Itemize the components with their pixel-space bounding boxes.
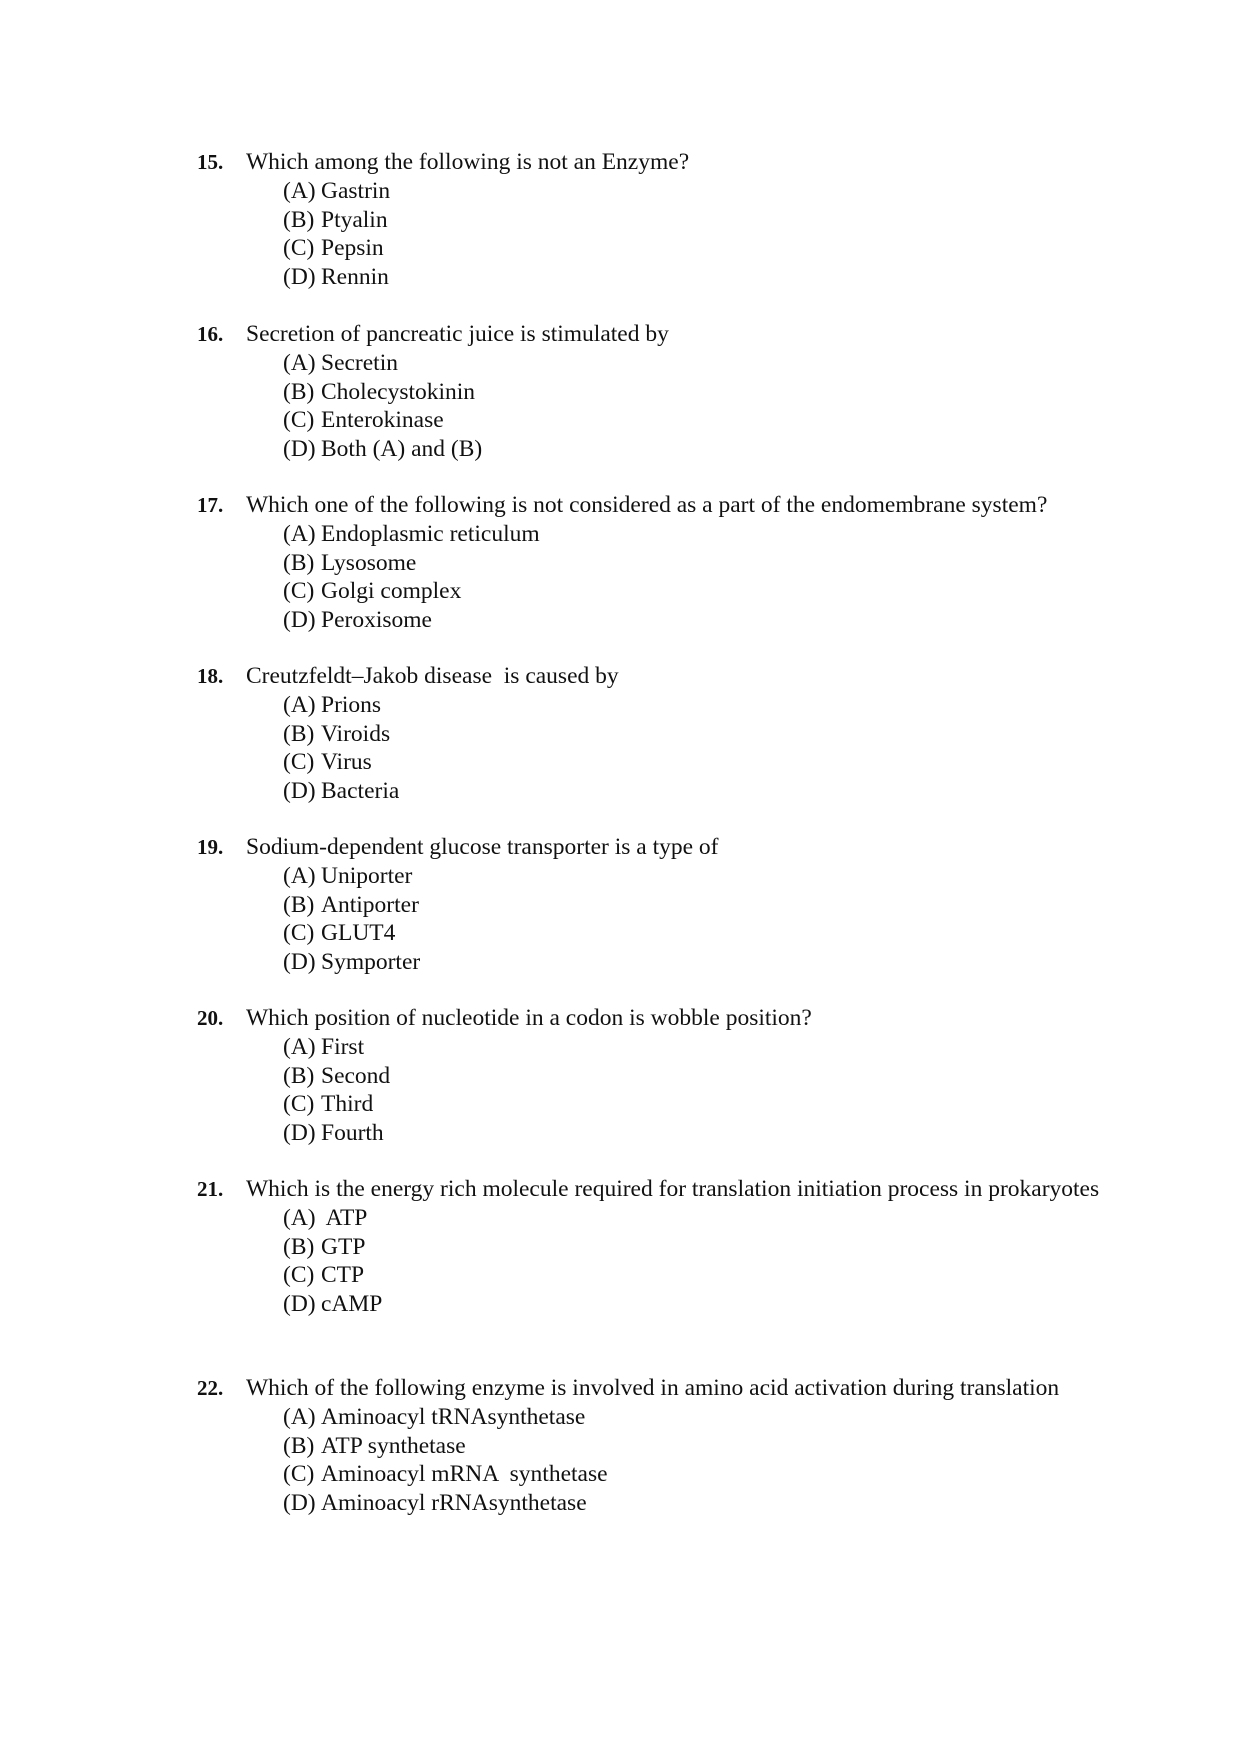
option-letter: (C) xyxy=(283,1461,315,1488)
option-text: GTP xyxy=(321,1233,366,1260)
question-15 xyxy=(197,148,1122,292)
option-letter: (C) xyxy=(283,1091,315,1118)
option-list xyxy=(283,349,1122,464)
option-letter: (D) xyxy=(283,1120,316,1147)
option-letter: (D) xyxy=(283,1291,316,1318)
option-d xyxy=(283,435,1122,464)
question-text: Which among the following is not an Enzyme? xyxy=(246,149,690,175)
option-letter: (C) xyxy=(283,920,315,947)
option-a xyxy=(283,349,1122,378)
option-text: ATP synthetase xyxy=(321,1432,466,1459)
question-number: 16. xyxy=(197,322,224,346)
option-letter: (D) xyxy=(283,436,316,463)
option-letter: (D) xyxy=(283,607,316,634)
option-letter: (C) xyxy=(283,1262,315,1289)
question-18 xyxy=(197,662,1122,806)
question-text: Creutzfeldt–Jakob disease is caused by xyxy=(246,663,619,689)
option-c xyxy=(283,406,1122,435)
option-list xyxy=(283,1033,1122,1148)
option-letter: (B) xyxy=(283,720,315,747)
question-text: Secretion of pancreatic juice is stimulated by xyxy=(246,321,669,347)
option-text: Uniporter xyxy=(321,863,413,889)
option-letter: (C) xyxy=(283,235,315,262)
option-text: Ptyalin xyxy=(321,206,388,233)
question-16 xyxy=(197,320,1122,464)
question-number: 15. xyxy=(197,150,224,174)
option-text: Fourth xyxy=(321,1120,384,1147)
option-text: First xyxy=(321,1034,365,1060)
option-letter: (D) xyxy=(283,778,316,805)
option-b xyxy=(283,206,1122,235)
option-a xyxy=(283,691,1122,720)
option-b xyxy=(283,1432,1122,1461)
option-letter: (D) xyxy=(283,264,316,291)
option-text: Cholecystokinin xyxy=(321,378,476,405)
option-text: Secretin xyxy=(321,350,398,376)
option-text: cAMP xyxy=(321,1291,383,1318)
option-a xyxy=(283,862,1122,891)
option-d xyxy=(283,263,1122,292)
option-letter: (B) xyxy=(283,1432,315,1459)
option-text: Aminoacyl mRNA synthetase xyxy=(321,1461,608,1488)
option-letter: (B) xyxy=(283,1062,315,1089)
option-letter: (A) xyxy=(283,521,316,547)
option-d xyxy=(283,1489,1122,1518)
option-c xyxy=(283,1261,1122,1290)
option-b xyxy=(283,1233,1122,1262)
option-text: Antiporter xyxy=(321,891,419,918)
question-number: 22. xyxy=(197,1376,224,1400)
option-text: Third xyxy=(321,1091,374,1118)
option-letter: (C) xyxy=(283,749,315,776)
option-text: Peroxisome xyxy=(321,607,432,634)
question-text: Sodium-dependent glucose transporter is a type of xyxy=(246,834,719,860)
option-text: Gastrin xyxy=(321,178,391,204)
option-letter: (C) xyxy=(283,407,315,434)
option-text: Enterokinase xyxy=(321,407,444,434)
option-list xyxy=(283,1403,1122,1518)
question-number: 18. xyxy=(197,664,224,688)
option-list xyxy=(283,177,1122,292)
question-text: Which is the energy rich molecule required for translation initiation process in prokaryotes xyxy=(246,1176,1100,1202)
option-letter: (A) xyxy=(283,692,316,718)
question-19 xyxy=(197,833,1122,977)
option-letter: (C) xyxy=(283,578,315,605)
option-b xyxy=(283,891,1122,920)
option-c xyxy=(283,1090,1122,1119)
option-text: GLUT4 xyxy=(321,920,396,947)
question-21 xyxy=(197,1175,1122,1319)
option-letter: (B) xyxy=(283,206,315,233)
option-text: Virus xyxy=(321,749,372,776)
option-letter: (B) xyxy=(283,549,315,576)
option-text: Second xyxy=(321,1062,391,1089)
option-a xyxy=(283,1033,1122,1062)
option-letter: (A) xyxy=(283,863,316,889)
option-d xyxy=(283,606,1122,635)
question-22 xyxy=(197,1374,1122,1518)
option-text: Viroids xyxy=(321,720,391,747)
option-a xyxy=(283,177,1122,206)
option-list xyxy=(283,691,1122,806)
question-17 xyxy=(197,491,1122,635)
option-text: Both (A) and (B) xyxy=(321,436,483,463)
option-text: Golgi complex xyxy=(321,578,462,605)
option-c xyxy=(283,748,1122,777)
option-a xyxy=(283,1403,1122,1432)
option-text: CTP xyxy=(321,1262,365,1289)
option-list xyxy=(283,862,1122,977)
option-letter: (A) xyxy=(283,1404,316,1430)
option-c xyxy=(283,234,1122,263)
option-text: Bacteria xyxy=(321,778,400,805)
option-d xyxy=(283,948,1122,977)
option-b xyxy=(283,1062,1122,1091)
option-a xyxy=(283,1204,1122,1233)
question-text: Which one of the following is not considered as a part of the endomembrane system? xyxy=(246,492,1048,518)
option-b xyxy=(283,549,1122,578)
option-text: Endoplasmic reticulum xyxy=(321,521,540,547)
question-number: 17. xyxy=(197,493,224,517)
question-text: Which of the following enzyme is involved in amino acid activation during translation xyxy=(246,1375,1060,1401)
question-number: 19. xyxy=(197,835,224,859)
option-letter: (A) xyxy=(283,178,316,204)
option-b xyxy=(283,720,1122,749)
option-text: Aminoacyl rRNAsynthetase xyxy=(321,1490,587,1517)
option-letter: (B) xyxy=(283,378,315,405)
option-text: Symporter xyxy=(321,949,421,976)
option-text: Prions xyxy=(321,692,382,718)
option-text: Aminoacyl tRNAsynthetase xyxy=(321,1404,586,1430)
question-number: 21. xyxy=(197,1177,224,1201)
option-d xyxy=(283,777,1122,806)
option-letter: (B) xyxy=(283,891,315,918)
option-c xyxy=(283,577,1122,606)
option-letter: (A) xyxy=(283,350,316,376)
question-20 xyxy=(197,1004,1122,1148)
option-letter: (A) xyxy=(283,1034,316,1060)
option-b xyxy=(283,378,1122,407)
option-letter: (A) xyxy=(283,1205,316,1231)
option-list xyxy=(283,520,1122,635)
option-d xyxy=(283,1290,1122,1319)
option-text: Pepsin xyxy=(321,235,384,262)
option-c xyxy=(283,1460,1122,1489)
option-letter: (D) xyxy=(283,949,316,976)
option-c xyxy=(283,919,1122,948)
question-number: 20. xyxy=(197,1006,224,1030)
option-list xyxy=(283,1204,1122,1319)
option-letter: (D) xyxy=(283,1490,316,1517)
option-text: Rennin xyxy=(321,264,389,291)
option-d xyxy=(283,1119,1122,1148)
question-text: Which position of nucleotide in a codon is wobble position? xyxy=(246,1005,812,1031)
option-letter: (B) xyxy=(283,1233,315,1260)
option-a xyxy=(283,520,1122,549)
option-text: Lysosome xyxy=(321,549,417,576)
option-text: ATP xyxy=(321,1205,368,1231)
